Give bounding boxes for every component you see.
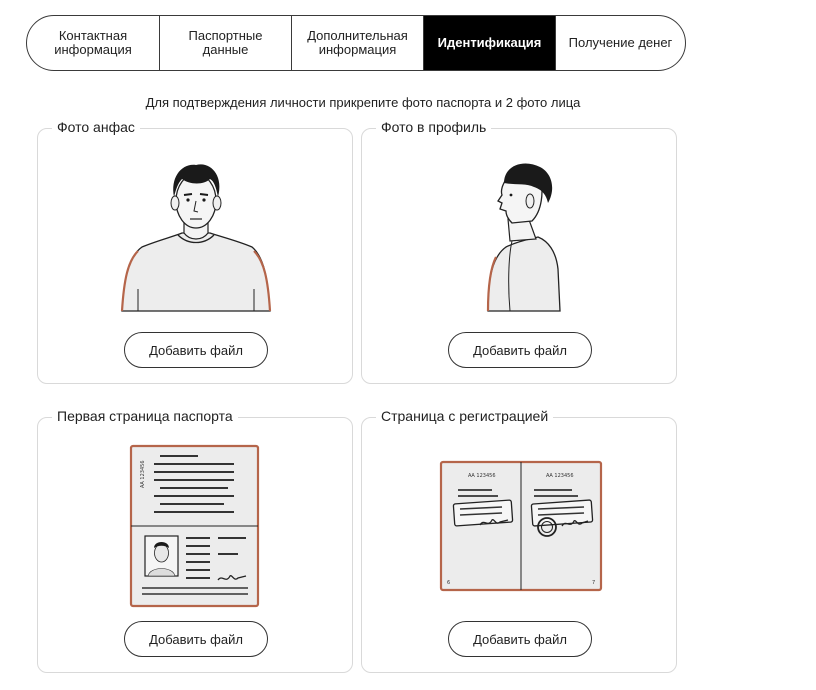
- card-front-photo: [37, 119, 353, 384]
- instructions-text: Для подтверждения личности прикрепите фото паспорта и 2 фото лица: [145, 95, 581, 110]
- tab-label: Паспортные данные: [188, 28, 263, 57]
- card-registration-page: [361, 408, 677, 673]
- card-passport-first-page: [37, 408, 353, 673]
- card-title: Страница с регистрацией: [376, 408, 553, 424]
- registration-series-right: АА 123456: [546, 473, 574, 479]
- front-face-illustration: [38, 129, 354, 329]
- page-number-left: 6: [447, 580, 451, 586]
- card-title: Первая страница паспорта: [52, 408, 238, 424]
- tab-label: Получение денег: [568, 35, 673, 50]
- tab-receive-money[interactable]: [556, 16, 685, 70]
- tab-label: Дополнительная информация: [307, 28, 408, 57]
- tab-identification[interactable]: [424, 16, 556, 70]
- tab-label: Идентификация: [437, 35, 542, 50]
- step-tabs: [26, 15, 686, 71]
- card-title: Фото в профиль: [376, 119, 491, 135]
- registration-series-left: АА 123456: [468, 473, 496, 479]
- card-profile-photo: [361, 119, 677, 384]
- add-file-button[interactable]: Добавить файл: [448, 621, 592, 657]
- profile-face-illustration: [362, 129, 678, 329]
- tab-label: Контактная информация: [54, 28, 132, 57]
- passport-series-text: АА 123456: [140, 460, 146, 488]
- add-file-button[interactable]: Добавить файл: [124, 332, 268, 368]
- passport-registration-illustration: [362, 418, 678, 618]
- tab-passport-data[interactable]: [160, 16, 292, 70]
- tab-additional-info[interactable]: [292, 16, 424, 70]
- page-number-right: 7: [592, 580, 596, 586]
- tab-contact-info[interactable]: [27, 16, 160, 70]
- passport-first-page-illustration: [38, 418, 354, 618]
- card-title: Фото анфас: [52, 119, 140, 135]
- add-file-button[interactable]: Добавить файл: [448, 332, 592, 368]
- add-file-button[interactable]: Добавить файл: [124, 621, 268, 657]
